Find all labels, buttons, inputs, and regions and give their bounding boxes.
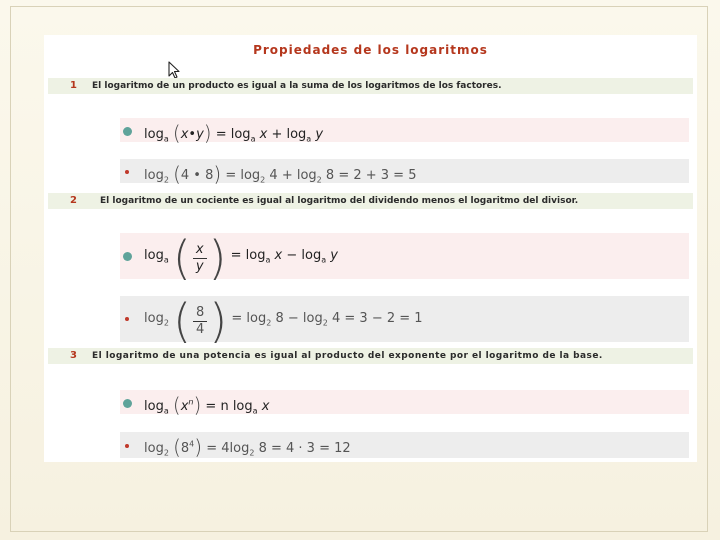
formula-text: $\log_2 (4$ • $8) = \log_2 4 + \log_2 8 = 2 + 3 = 5$ [144,162,417,186]
formula-example-2 [120,294,689,349]
formula-general-3 [120,390,689,417]
page-title: Propiedades de los logaritmos [253,43,488,57]
property-header-3 [48,348,693,364]
property-header-1 [48,78,693,94]
property-number: 3 [70,350,77,361]
formula-general-1 [120,118,689,145]
arrow-cursor-icon [168,61,180,79]
formula-text: $\log_a$ (x•y) = $\log_a x + \log_a y$ [144,121,324,145]
formula-text: $\log_a$ ( $\frac{x}{y}$ ) = $\log_a x - \log_a y$ [144,231,338,286]
red-dot-icon [125,444,129,448]
property-text: El logaritmo de una potencia es igual al producto del exponente por el logaritmo de la base. [92,351,603,361]
formula-general-2 [120,231,689,286]
formula-text: $\log_2 (8^4) = 4\log_2$ 8 = 4 · 3 = 12 [144,435,351,459]
property-text: El logaritmo de un producto es igual a la suma de los logaritmos de los factores. [92,81,502,91]
formula-text: $\log_a (x^n) = n$ $\log_a x$ [144,393,270,417]
formula-text: $\log_2$ ( $\frac{8}{4}$ ) = $\log_2 8 - \log_2 4 = 3 - 2 = 1$ [144,294,423,349]
red-dot-icon [125,317,129,321]
green-dot-icon [123,127,132,136]
green-dot-icon [123,252,132,261]
property-number: 2 [70,195,77,206]
content-panel [44,35,697,462]
property-number: 1 [70,80,77,91]
green-dot-icon [123,399,132,408]
red-dot-icon [125,170,129,174]
formula-example-1 [120,159,689,186]
property-header-2 [48,193,693,209]
property-text: El logaritmo de un cociente es igual al logaritmo del dividendo menos el logaritmo del divisor. [100,196,579,206]
formula-example-3 [120,432,689,458]
